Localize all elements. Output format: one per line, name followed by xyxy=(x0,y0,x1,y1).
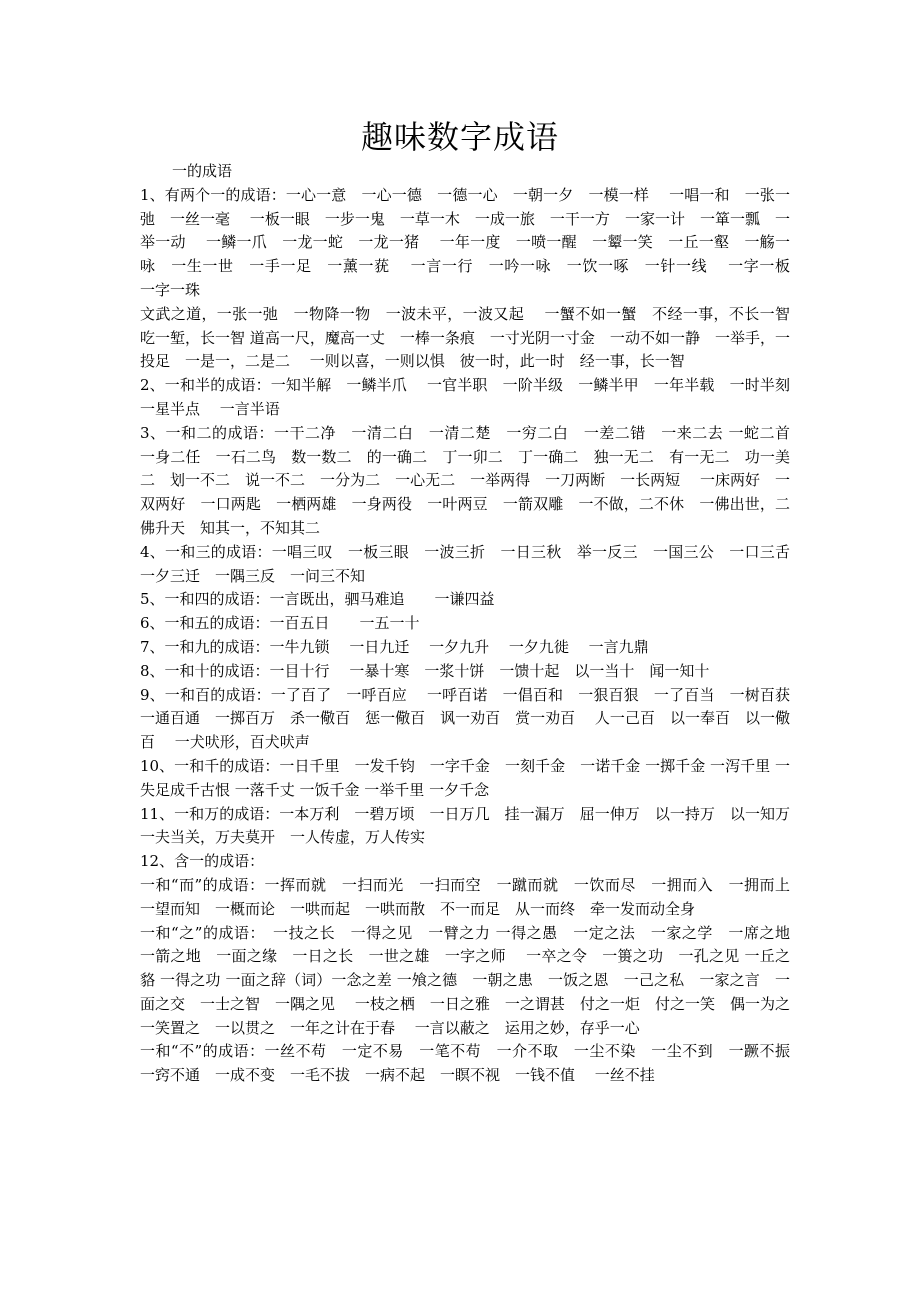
paragraph: 3、一和二的成语：一干二净 一清二白 一清二楚 一穷二白 一差二错 一来二去 一蛇二首 一身二任 一石二鸟 数一数二 的一确二 丁一卯二 丁一确二 独一无二 有一无二 功一美二 划一不二 说一不二 一分为二 一心无二 一举两得 一刀两断 一长两短 一床两好 一双两好 一口两匙 一栖两雄 一身两役 一叶两豆 一箭双雕 一不做，二不休 一佛出世，二佛升天 知其一，不知其二 xyxy=(140,423,806,537)
paragraph: 文武之道，一张一弛 一物降一物 一波未平，一波又起 一蟹不如一蟹 不经一事，不长一智 吃一堑，长一智 道高一尺，魔高一丈 一棒一条痕 一寸光阴一寸金 一动不如一静 一举手，一投足 一是一，二是二 一则以喜，一则以惧 彼一时，此一时 经一事，长一智 xyxy=(140,304,806,371)
paragraph: 11、一和万的成语：一本万利 一碧万顷 一日万几 挂一漏万 屈一伸万 以一持万 以一知万 一夫当关，万夫莫开 一人传虚，万人传实 xyxy=(140,804,810,847)
document-title: 趣味数字成语 xyxy=(360,118,559,156)
paragraph: 12、含一的成语： xyxy=(140,852,265,871)
paragraph: 10、一和千的成语：一日千里 一发千钧 一字千金 一刻千金 一诺千金 一掷千金 一泻千里 一失足成千古恨 一落千丈 一饭千金 一举千里 一夕千念 xyxy=(140,756,790,799)
paragraph: 一和“之”的成语： 一技之长 一得之见 一臂之力 一得之愚 一定之法 一家之学 一席之地 一箭之地 一面之缘 一日之长 一世之雄 一字之师 一卒之令 一篑之功 一孔之见 一丘之貉 一得之功 一面之辞（词）一念之差 一飧之德 一朝之患 一饭之恩 一己之私 一家之言 一面之交 一士之智 一隅之见 一枝之栖 一日之雅 一之谓甚 付之一炬 付之一笑 偶一为之 一笑置之 一以贯之 一年之计在于春 一言以蔽之 运用之妙，存乎一心 xyxy=(140,923,806,1037)
paragraph: 9、一和百的成语：一了百了 一呼百应 一呼百诺 一倡百和 一狠百狠 一了百当 一树百获 一通百通 一掷百万 杀一儆百 惩一儆百 讽一劝百 赏一劝百 人一己百 以一奉百 以一儆百 一犬吠形，百犬吠声 xyxy=(140,685,806,752)
paragraph: 7、一和九的成语：一牛九锁 一日九迁 一夕九升 一夕九徙 一言九鼎 xyxy=(140,637,649,656)
paragraph: 6、一和五的成语：一百五日 一五一十 xyxy=(140,614,420,633)
section-heading: 一的成语 xyxy=(172,162,233,180)
document-body xyxy=(140,160,810,1088)
paragraph: 1、有两个一的成语：一心一意 一心一德 一德一心 一朝一夕 一模一样 一唱一和 一张一弛 一丝一毫 一板一眼 一步一鬼 一草一木 一成一旅 一干一方 一家一计 一箪一瓢 一举一动 一鳞一爪 一龙一蛇 一龙一猪 一年一度 一喷一醒 一颦一笑 一丘一壑 一觞一咏 一生一世 一手一足 一薰一莸 一言一行 一吟一咏 一饮一啄 一针一线 一字一板 一字一珠 xyxy=(140,185,806,299)
paragraph: 一和“而”的成语：一挥而就 一扫而光 一扫而空 一蹴而就 一饮而尽 一拥而入 一拥而上 一望而知 一概而论 一哄而起 一哄而散 不一而足 从一而终 牵一发而动全身 xyxy=(140,875,806,918)
paragraph: 2、一和半的成语：一知半解 一鳞半爪 一官半职 一阶半级 一鳞半甲 一年半载 一时半刻 一星半点 一言半语 xyxy=(140,376,806,418)
paragraph: 5、一和四的成语：一言既出，驷马难追 一谦四益 xyxy=(140,590,495,609)
paragraph: 一和“不”的成语：一丝不苟 一定不易 一笔不苟 一介不取 一尘不染 一尘不到 一蹶不振 一窍不通 一成不变 一毛不拔 一病不起 一瞑不视 一钱不值 一丝不挂 xyxy=(140,1042,806,1085)
paragraph: 8、一和十的成语：一目十行 一暴十寒 一浆十饼 一馈十起 以一当十 闻一知十 xyxy=(140,661,710,680)
paragraph: 4、一和三的成语：一唱三叹 一板三眼 一波三折 一日三秋 举一反三 一国三公 一口三舌 一夕三迁 一隅三反 一问三不知 xyxy=(140,542,806,585)
